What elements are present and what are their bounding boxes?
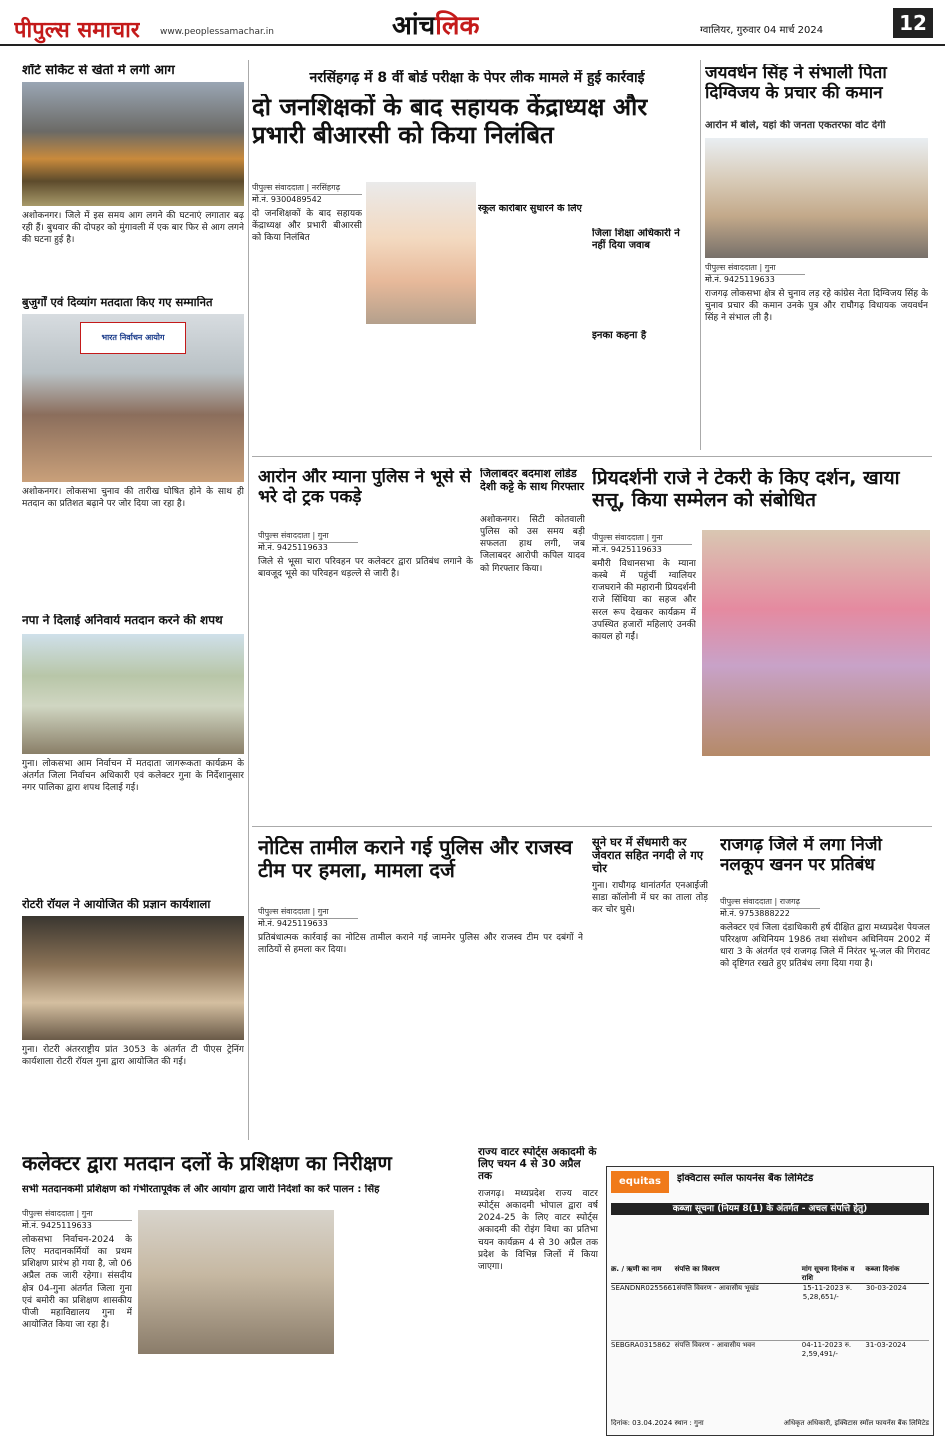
top-strip: नरसिंहगढ़ में 8 वीं बोर्ड परीक्षा के पेपर लीक मामले में हुई कार्रवाई [309, 70, 645, 86]
election-banner: भारत निर्वाचन आयोग [80, 322, 186, 354]
ad-footer-right: अधिकृत अधिकारी, इक्विटास स्मॉल फायनेंस बैंक लिमिटेड [783, 1419, 929, 1427]
trucks-headline: आरोन और म्याना पुलिस ने भूसे से भरे दो ट्रक पकड़े [258, 468, 472, 507]
priyadarshini-mobile: मो.नं. 9425119633 [592, 545, 662, 554]
jaivardhan-headline: जयवर्धन सिंह ने संभाली पिता दिग्विजय के प्रचार की कमान [705, 64, 887, 103]
badmash-text: अशोकनगर। सिटी कोतवाली पुलिस को उस समय बड़ी सफलता हाथ लगी, जब जिलाबदर आरोपी कपिल यादव को गिरफ्तार किया। [480, 515, 585, 574]
masthead [0, 0, 945, 46]
ad-cell: संपत्ति विवरण - आवासीय भूखंड [676, 1284, 759, 1292]
priyadarshini-text: बमौरी विधानसभा के म्याना कस्बे में पहुंचीं ग्वालियर राजघराने की महारानी प्रियदर्शनी राजे सिंधिया का सहज और सरल रूप देखकर कार्यक्रम में उपस्थित हजारों महिलाएं उनकी कायल हो गईं। [592, 559, 696, 642]
jaivardhan-byline: पीपुल्स संवाददाता | गुना [705, 262, 805, 275]
column-rule-1 [248, 60, 249, 1140]
ad-title: कब्जा सूचना (नियम 8(1) के अंतर्गत - अचल संपत्ति हेतु) [611, 1203, 929, 1215]
elderly-headline: बुजुर्गों एवं दिव्यांग मतदाता किए गए सम्मानित [22, 296, 213, 309]
page-number: 12 [893, 8, 933, 38]
rajgarh-headline: राजगढ़ जिले में लगा निजी नलकूप खनन पर प्रतिबंध [720, 836, 882, 875]
fire-photo [22, 82, 244, 206]
lead-subhead: स्कूल कारोबार सुधारने के लिए [478, 204, 582, 214]
ad-cell: संपत्ति विवरण - आवासीय भवन [674, 1341, 756, 1349]
training-mobile: मो.नं. 9425119633 [22, 1221, 92, 1230]
notice-mobile: मो.नं. 9425119633 [258, 919, 328, 928]
trucks-byline: पीपुल्स संवाददाता | गुना [258, 530, 358, 543]
elderly-photo [22, 314, 244, 482]
rajgarh-text: कलेक्टर एवं जिला दंडाधिकारी हर्ष दीक्षित द्वारा मध्यप्रदेश पेयजल परिरक्षण अधिनियम 1986 तथा संशोधन अधिनियम 2002 में धारा 3 के अंतर्गत एवं राजगढ़ जिले में निरंतर भू-जल की गिरावट को दृष्टिगत रखते हुए प्रतिबंध लगा दिया गया है। [720, 923, 930, 970]
ad-table [611, 1265, 929, 1405]
section-suffix: लिक [435, 11, 480, 41]
rajgarh-byline: पीपुल्स संवाददाता | राजगढ़ [720, 896, 820, 909]
trucks-mobile: मो.नं. 9425119633 [258, 543, 328, 552]
badmash-headline: जिलाबदर बदमाश लोडेड देशी कट्टे के साथ गिरफ्तार [480, 468, 585, 493]
priyadarshini-headline: प्रियदर्शनी राजे ने टेकरी के किए दर्शन, खाया सत्तू, किया सम्मेलन को संबोधित [592, 468, 900, 511]
rotary-photo [22, 916, 244, 1040]
ad-col-1: क्र. / ऋणी का नाम [611, 1265, 662, 1273]
jaivardhan-mobile: मो.नं. 9425119633 [705, 275, 775, 284]
trucks-text: जिले से भूसा चारा परिवहन पर कलेक्टर द्वारा प्रतिबंध लगाने के बावजूद भूसे का परिवहन धड़ल्ले से जारी है। [258, 557, 473, 580]
section-prefix: आंच [392, 11, 436, 41]
elderly-text: अशोकनगर। लोकसभा चुनाव की तारीख घोषित होने के साथ ही मतदान का प्रतिशत बढ़ाने पर जोर दिया जा रहा है। [22, 487, 244, 510]
lead-text-col1: दो जनशिक्षकों के बाद सहायक केंद्राध्यक्ष और प्रभारी बीआरसी को किया निलंबित [252, 209, 362, 244]
ad-company: इक्विटास स्मॉल फायनेंस बैंक लिमिटेड [677, 1173, 814, 1184]
oath-headline: नपा ने दिलाई अनिवार्य मतदान करने की शपथ [22, 614, 223, 627]
ad-col-3: मांग सूचना दिनांक व राशि [801, 1265, 855, 1282]
lead-mobile: मो.नं. 9300489542 [252, 195, 322, 204]
bank-ad [606, 1166, 934, 1436]
fire-text: अशोकनगर। जिले में इस समय आग लगने की घटनाएं लगातार बढ़ रही हैं। बुधवार की दोपहर को मुंगावली में एक बार फिर से आग लगने की घटना हुई है। [22, 211, 244, 246]
lead-headline: दो जनशिक्षकों के बाद सहायक केंद्राध्यक्ष और प्रभारी बीआरसी को किया निलंबित [252, 94, 648, 149]
water-headline: राज्य वाटर स्पोर्ट्स अकादमी के लिए चयन 4 से 30 अप्रैल तक [478, 1146, 597, 1183]
ad-cell: 04-11-2023 रु. 2,59,491/- [801, 1341, 852, 1358]
ad-logo: equitas [611, 1171, 669, 1193]
training-subhead: सभी मतदानकर्मी प्रशिक्षण को गंभीरतापूर्वक लें और आयोग द्वारा जारी निर्देशों का करें पालन : सिंह [22, 1184, 380, 1195]
lead-byline: पीपुल्स संवाददाता | नरसिंहगढ़ [252, 182, 362, 195]
training-photo [138, 1210, 334, 1354]
rotary-text: गुना। रोटरी अंतरराष्ट्रीय प्रांत 3053 के अंतर्गत टी पीएस ट्रेनिंग कार्यशाला रोटरी रॉयल गुना द्वारा आयोजित की गई। [22, 1045, 244, 1068]
section-title [392, 6, 479, 42]
theft-headline: सूने घर में सेंधमारी कर जेवरात सहित नगदी ले गए चोर [592, 836, 704, 876]
oath-photo [22, 634, 244, 754]
ad-col-2: संपत्ति का विवरण [674, 1265, 720, 1273]
ad-cell: 31-03-2024 [865, 1341, 907, 1349]
ad-cell: 15-11-2023 रु. 5,28,651/- [802, 1284, 853, 1301]
column-rule-2 [700, 60, 701, 450]
water-text: राजगढ़। मध्यप्रदेश राज्य वाटर स्पोर्ट्स अकादमी भोपाल द्वारा वर्ष 2024-25 के लिए वाटर स्पोर्ट्स अकादमी की रोइंग विधा का प्रतिभा चयन कार्यक्रम 4 से 30 अप्रैल तक प्रदेश के विभिन्न जिलों में किया जाएगा। [478, 1189, 598, 1272]
lead-box-head: जिला शिक्षा अधिकारी ने नहीं दिया जवाब [592, 228, 680, 251]
training-headline: कलेक्टर द्वारा मतदान दलों के प्रशिक्षण का निरीक्षण [22, 1152, 392, 1175]
table-row [611, 1341, 929, 1397]
jaivardhan-photo [705, 138, 928, 258]
theft-text: गुना। राघौगढ़ थानांतर्गत एनआईजी साडा कॉलोनी में घर का ताला तोड़ कर चोर घुसे। [592, 881, 708, 916]
ad-cell: 30-03-2024 [865, 1284, 907, 1292]
ad-footer-left: दिनांक: 03.04.2024 स्थान : गुना [611, 1419, 704, 1427]
ad-col-4: कब्जा दिनांक [865, 1265, 900, 1273]
lead-quote-head: इनका कहना है [592, 330, 647, 341]
dateline: ग्वालियर, गुरुवार 04 मार्च 2024 [700, 25, 824, 36]
priyadarshini-photo [702, 530, 930, 756]
fire-headline: शॉर्ट सर्किट से खेतों में लगी आग [22, 64, 175, 78]
brand-logo: पीपुल्स समाचार [14, 18, 140, 43]
divider-2 [252, 826, 932, 827]
training-byline: पीपुल्स संवाददाता | गुना [22, 1208, 132, 1221]
divider-1 [252, 456, 932, 457]
ad-cell: SEANDNR0255661 [611, 1284, 677, 1292]
rajgarh-mobile: मो.नं. 9753888222 [720, 909, 790, 918]
website: www.peoplessamachar.in [160, 27, 274, 37]
notice-byline: पीपुल्स संवाददाता | गुना [258, 906, 358, 919]
jaivardhan-subhead: आरोन में बोले, यहां की जनता एकतरफा वोट देगी [705, 120, 886, 131]
notice-headline: नोटिस तामील कराने गई पुलिस और राजस्व टीम पर हमला, मामला दर्ज [258, 836, 573, 882]
training-text: लोकसभा निर्वाचन-2024 के लिए मतदानकर्मियों का प्रथम प्रशिक्षण प्रारंभ हो गया है, जो 06 अप्रैल तक जारी रहेगा। संसदीय क्षेत्र 04-गुना अंतर्गत जिला गुना एवं बमोरी का प्रशिक्षण शासकीय पीजी महाविद्यालय गुना में आयोजित किया जा रहा है। [22, 1235, 132, 1330]
oath-text: गुना। लोकसभा आम निर्वाचन में मतदाता जागरूकता कार्यक्रम के अंतर्गत जिला निर्वाचन अधिकारी एवं कलेक्टर गुना के निर्देशानुसार नगर पालिका द्वारा शपथ दिलाई गई। [22, 759, 244, 794]
table-row [611, 1284, 929, 1341]
priyadarshini-byline: पीपुल्स संवाददाता | गुना [592, 532, 692, 545]
ad-cell: SEBGRA0315862 [611, 1341, 671, 1349]
lead-photo [366, 182, 476, 324]
jaivardhan-text: राजगढ़ लोकसभा क्षेत्र से चुनाव लड़ रहे कांग्रेस नेता दिग्विजय सिंह के चुनाव प्रचार की कमान उनके पुत्र और राघौगढ़ विधायक जयवर्धन सिंह ने संभाल ली है। [705, 289, 928, 324]
notice-text: प्रतिबंधात्मक कार्रवाई का नोटिस तामील कराने गई जामनेर पुलिस और राजस्व टीम पर दबंगों ने लाठियों से हमला कर दिया। [258, 933, 583, 956]
rotary-headline: रोटरी रॉयल ने आयोजित की प्रज्ञान कार्यशाला [22, 898, 211, 911]
